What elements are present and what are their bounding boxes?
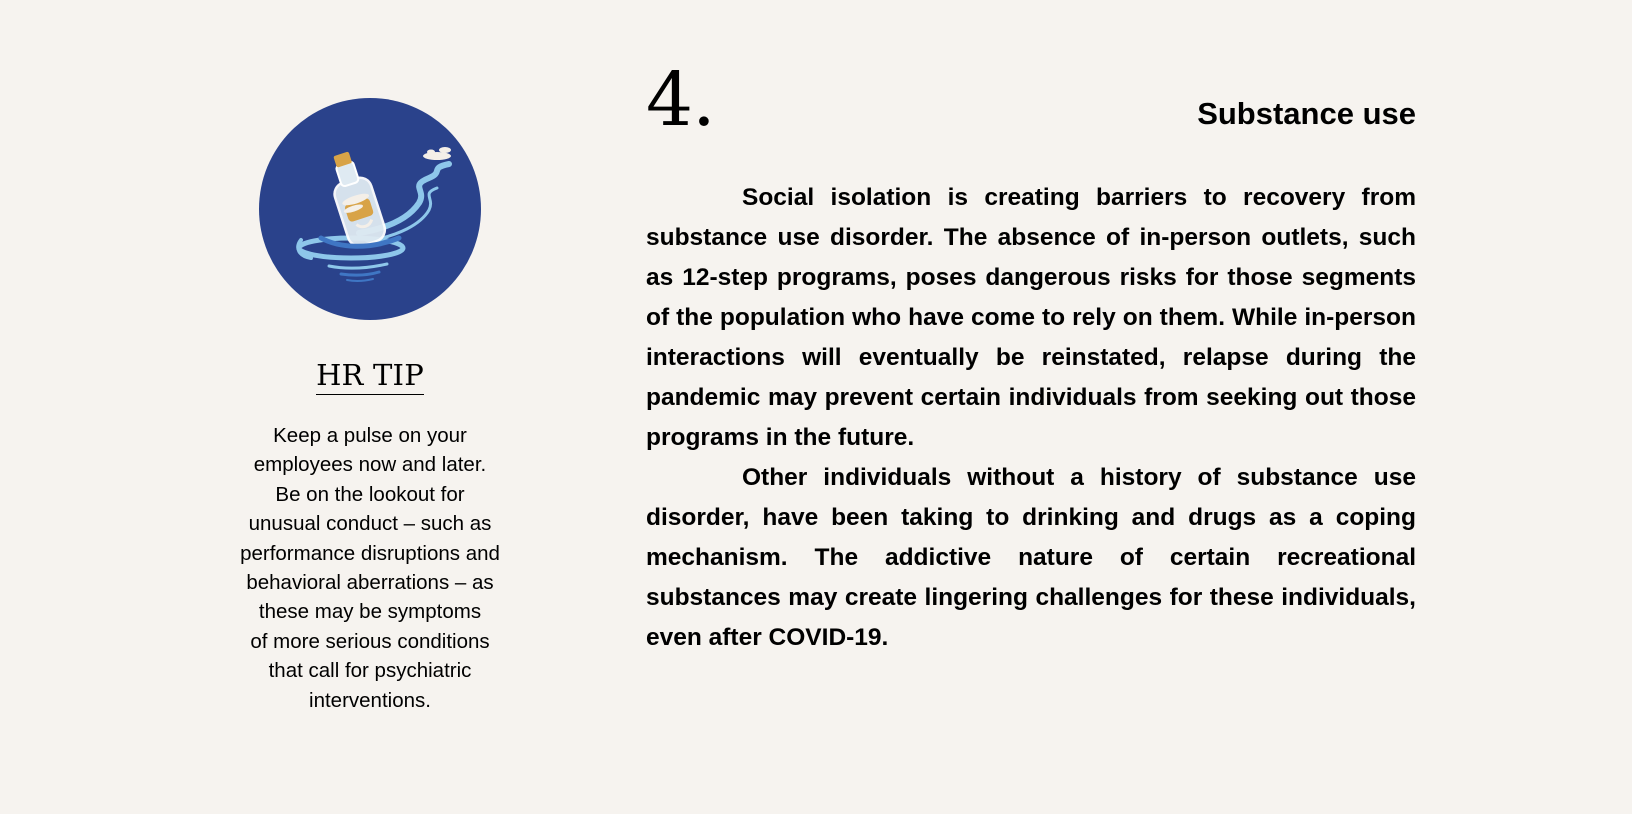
main-content	[646, 57, 1416, 658]
hr-tip-title: HR TIP	[316, 358, 424, 395]
hr-tip-line: these may be symptoms	[258, 600, 482, 624]
hr-tip-sidebar	[210, 98, 530, 715]
body-paragraph: Social isolation is creating barriers to recovery from substance use disorder. The absence of in-person outlets, such as 12-step programs, poses dangerous risks for those segments of the population who have come to rely on them. While in-person interactions will eventually be reinstated, relapse during the pandemic may prevent certain individuals from seeking out those programs in the future.	[646, 184, 1416, 451]
hr-tip-line: unusual conduct – such as	[248, 512, 492, 536]
hr-tip-line: employees now and later.	[253, 453, 487, 477]
hr-tip-line: interventions.	[309, 688, 431, 712]
hr-tip-line: of more serious conditions	[250, 629, 490, 653]
hr-tip-body	[220, 421, 520, 715]
section-header	[646, 57, 1416, 178]
hr-tip-line: Keep a pulse on your	[273, 424, 467, 447]
hr-tip-line: Be on the lookout for	[275, 482, 465, 506]
bottle-in-water-icon	[259, 98, 481, 320]
hr-tip-line: that call for psychiatric	[268, 659, 472, 683]
hr-tip-line: performance disruptions and	[240, 541, 500, 565]
hr-tip-line: behavioral aberrations – as	[246, 571, 494, 595]
section-title: Substance use	[1197, 96, 1416, 131]
section-number: 4.	[646, 57, 715, 143]
body-paragraph: Other individuals without a history of substance use disorder, have been taking to drinking and drugs as a coping mechanism. The addictive nature of certain recreational substances may create lingering challenges for these individuals, even after COVID-19.	[646, 464, 1416, 651]
